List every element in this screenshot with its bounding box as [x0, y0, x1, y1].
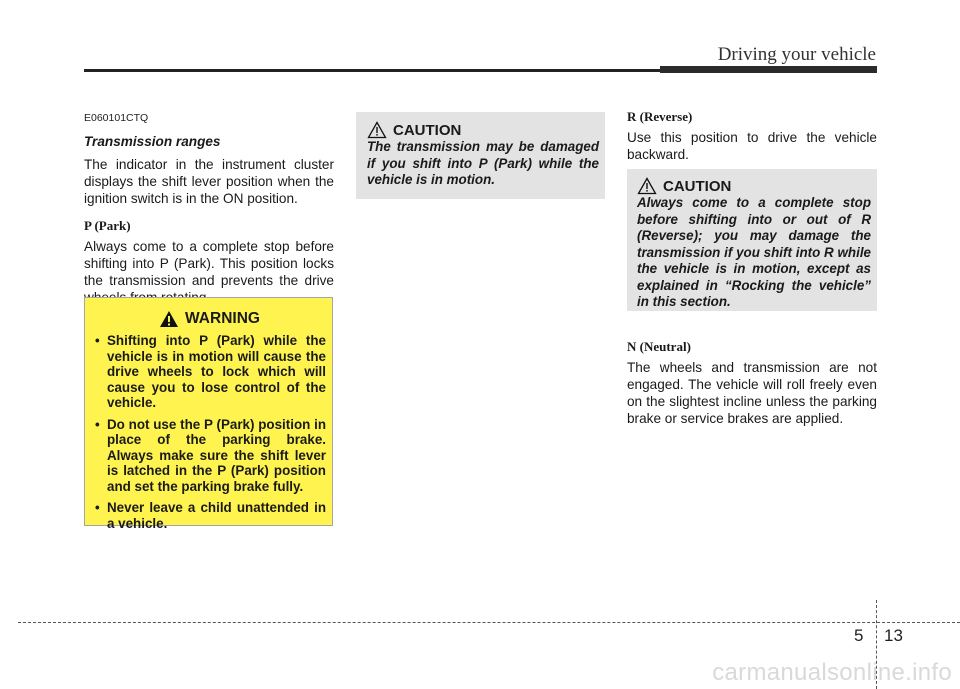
neutral-paragraph: The wheels and transmission are not engaged. The vehicle will roll freely even on the slightest incline unless the parking brake or service brakes are applied.: [627, 360, 877, 426]
footer-rule: [18, 622, 960, 623]
page-number: 13: [884, 626, 903, 645]
left-column: [84, 108, 334, 316]
caution-text: Always come to a complete stop before shifting into or out of R (Reverse); you may damage the transmission if you shift into R while the vehicle is in motion, except as explained in “Rocking the vehicle” in this section.: [637, 195, 871, 309]
caution-icon: [637, 177, 657, 195]
section-code: E060101CTQ: [84, 112, 149, 124]
park-paragraph: Always come to a complete stop before shifting into P (Park). This position locks the transmission and prevents the drive: [84, 239, 334, 288]
caution-header: [367, 121, 599, 139]
warning-box: [84, 297, 333, 531]
caution-box-middle: [356, 112, 605, 199]
caution-title: CAUTION: [663, 177, 732, 195]
caution-icon: [367, 121, 387, 139]
intro-paragraph: The indicator in the instrument cluster displays the shift lever position when the ignition switch is in the ON position.: [84, 157, 334, 206]
neutral-heading: N (Neutral): [627, 339, 691, 354]
warning-item: • Never leave a child unattended in a vehicle.: [93, 500, 326, 531]
reverse-paragraph: Use this position to drive the vehicle backward.: [627, 130, 877, 162]
park-heading: P (Park): [84, 218, 131, 233]
warning-title: WARNING: [185, 310, 260, 327]
caution-box-right: [627, 169, 877, 311]
header-rule-accent: [660, 66, 877, 73]
warning-item: • Do not use the P (Park) position in place of the parking brake. Always make sure the shift lever is latched in the P (Park) position and set the parking brake fully.: [93, 417, 326, 495]
warning-list: [93, 333, 326, 531]
reverse-heading: R (Reverse): [627, 109, 693, 124]
section-heading: Transmission ranges: [84, 134, 221, 149]
caution-header: [637, 177, 871, 195]
warning-icon: [159, 310, 179, 328]
caution-title: CAUTION: [393, 121, 462, 139]
header-rule: [84, 69, 660, 72]
warning-item: • Shifting into P (Park) while the vehicle is in motion will cause the drive wheels to lock which will cause you to lose control of the vehicle.: [93, 333, 326, 411]
caution-text: The transmission may be damaged if you shift into P (Park) while the vehicle is in motion.: [367, 139, 599, 187]
warning-header: [93, 310, 326, 328]
watermark: carmanualsonline.info: [712, 659, 952, 686]
chapter-number: 5: [854, 626, 864, 645]
header-title: Driving your vehicle: [717, 44, 876, 65]
